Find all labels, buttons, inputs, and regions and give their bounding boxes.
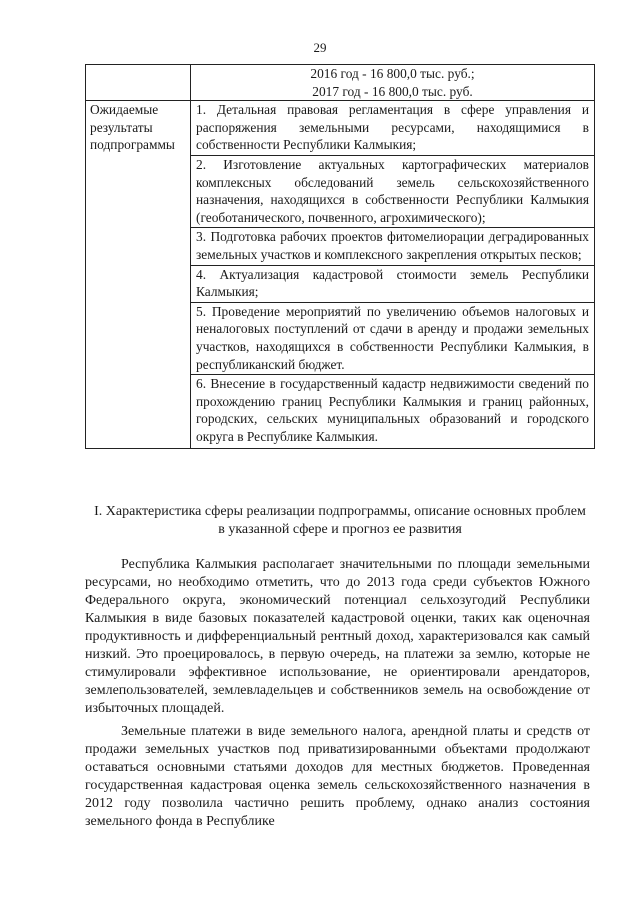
paragraph: Земельные платежи в виде земельного налога, арендной платы и средств от продажи земельных участков под приватизированными объектами продолжают оставаться основными статьями доходов для местных бюджетов. Проведенная государственная кадастровая оценка земель сельскохозяйственного назначения в 2012 году позволила частично решить проблему, однако анализ состояния земельного фонда в Республике — [85, 724, 590, 829]
section-heading: I. Характеристика сферы реализации подпрограммы, описание основных проблем в указанной сфере и прогноз ее развития — [94, 504, 586, 537]
result-item-6: 6. Внесение в государственный кадастр недвижимости сведений по прохождению границ Республики Калмыкия и границ районных, городских, сельских муниципальных образований и городского округа в Республике Калмыкия. — [196, 376, 589, 444]
result-item-2: 2. Изготовление актуальных картографических материалов комплексных обследований земель сельскохозяйственного назначения, находящихся в собственности Республики Калмыкия (геоботанического, почвенного, агрохимического); — [191, 156, 594, 228]
budget-label-cell — [86, 65, 191, 101]
result-item-3: 3. Подготовка рабочих проектов фитомелиорации деградированных земельных участков и комплексного закрепления открытых песков; — [191, 228, 594, 265]
expected-results-cell — [191, 101, 595, 449]
result-item-5: 5. Проведение мероприятий по увеличению объемов налоговых и неналоговых поступлений от сдачи в аренду и продажи земельных участков, находящихся в собственности Республики Калмыкия, в республиканский бюджет. — [191, 303, 594, 375]
budget-cell — [191, 65, 595, 101]
body-text — [85, 556, 590, 836]
paragraph: Республика Калмыкия располагает значительными по площади земельными ресурсами, но необходимо отметить, что до 2013 года среди субъектов Южного Федерального округа, экономический потенциал сельхозугодий Республики Калмыкия в виде базовых показателей кадастровой оценки, таких как оценочная продуктивность и дифференциальный рентный доход, характеризовался как самый низкий. Это проецировалось, в первую очередь, на платежи за землю, которые не стимулировали эффективное использование, не ориентировали арендаторов, землепользователей, землевладельцев и собственников земель на освобождение от избыточных площадей. — [85, 557, 590, 716]
budget-row — [86, 65, 595, 101]
budget-line-2016: 2016 год - 16 800,0 тыс. руб.; — [310, 66, 475, 81]
expected-results-label: Ожидаемые результаты подпрограммы — [86, 101, 191, 449]
budget-line-2017: 2017 год - 16 800,0 тыс. руб. — [312, 83, 473, 99]
subprogram-passport-table — [85, 64, 595, 449]
result-item-1: 1. Детальная правовая регламентация в сфере управления и распоряжения земельными ресурсами, находящимися в собственности Республики Калмыкия; — [191, 101, 594, 156]
expected-results-row — [86, 101, 595, 449]
page-number: 29 — [313, 40, 327, 55]
result-item-4: 4. Актуализация кадастровой стоимости земель Республики Калмыкия; — [191, 266, 594, 303]
